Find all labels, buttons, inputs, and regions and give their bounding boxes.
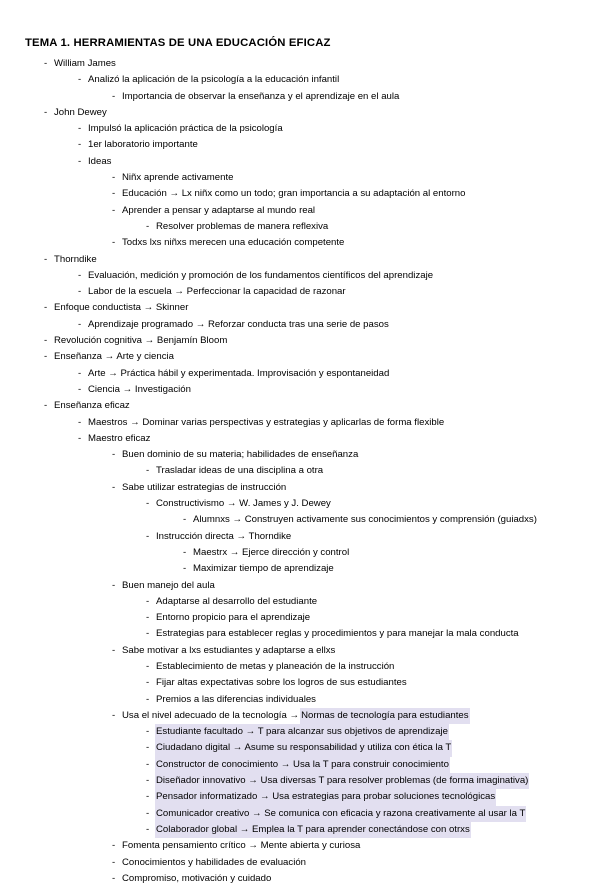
- bullet-icon: -: [146, 677, 150, 689]
- bullet-icon: -: [78, 269, 82, 281]
- outline-item-label: Fijar altas expectativas sobre los logros de sus estudiantes: [156, 677, 407, 689]
- outline-item-label: Thorndike: [54, 253, 97, 265]
- bullet-icon: -: [183, 546, 187, 558]
- outline-item-label: Trasladar ideas de una disciplina a otra: [156, 465, 324, 477]
- bullet-icon: -: [44, 253, 48, 265]
- outline-item: [0, 447, 600, 463]
- bullet-icon: -: [44, 58, 48, 69]
- outline-item: [0, 366, 600, 382]
- bullet-icon: -: [78, 416, 82, 428]
- bullet-icon: -: [112, 204, 116, 216]
- outline-item-label: Impulsó la aplicación práctica de la psicología: [88, 123, 283, 135]
- outline-item: [0, 56, 600, 72]
- outline-item-label: Maximizar tiempo de aprendizaje: [193, 563, 334, 575]
- bullet-icon: -: [78, 367, 82, 379]
- outline-item-label: Aprendizaje programado → Reforzar conducta tras una serie de pasos: [88, 318, 389, 330]
- bullet-icon: -: [78, 432, 82, 444]
- outline-item-label: Estudiante facultado → T para alcanzar sus objetivos de aprendizaje: [155, 724, 449, 740]
- outline-item-label: 1er laboratorio importante: [88, 139, 198, 151]
- bullet-icon: -: [112, 172, 116, 184]
- outline-item-label: Usa el nivel adecuado de la tecnología →: [122, 709, 300, 721]
- bullet-icon: -: [78, 286, 82, 298]
- outline-item: [0, 643, 600, 659]
- outline-item: [0, 626, 600, 642]
- outline-item: [0, 773, 600, 789]
- bullet-icon: -: [44, 106, 48, 118]
- bullet-icon: -: [146, 775, 150, 787]
- outline-item: [0, 121, 600, 137]
- outline-item-label: Analizó la aplicación de la psicología a la educación infantil: [88, 74, 340, 86]
- outline-item: [0, 561, 600, 577]
- outline-item-label: Importancia de observar la enseñanza y el aprendizaje en el aula: [122, 90, 400, 102]
- outline-item: [0, 545, 600, 561]
- outline-item-label: Constructivismo → W. James y J. Dewey: [156, 498, 331, 510]
- outline-item: [0, 757, 600, 773]
- bullet-icon: -: [78, 318, 82, 330]
- outline-item: [0, 822, 600, 838]
- outline-item: [0, 252, 600, 268]
- outline-item-label: Evaluación, medición y promoción de los fundamentos científicos del aprendizaje: [88, 269, 434, 281]
- outline-item: [0, 480, 600, 496]
- outline-item: [0, 89, 600, 105]
- bullet-icon: -: [44, 351, 48, 363]
- outline-item: [0, 431, 600, 447]
- outline-item: [0, 789, 600, 805]
- bullet-icon: -: [44, 335, 48, 347]
- outline-item-label: Buen dominio de su materia; habilidades de enseñanza: [122, 449, 359, 461]
- bullet-icon: -: [112, 237, 116, 249]
- bullet-icon: -: [78, 74, 82, 86]
- outline-item: [0, 382, 600, 398]
- outline-item: [0, 512, 600, 528]
- outline-item-label: Revolución cognitiva → Benjamín Bloom: [54, 335, 228, 347]
- outline-item: [0, 72, 600, 88]
- bullet-icon: -: [112, 449, 116, 461]
- outline-item-label: Colaborador global → Emplea la T para aprender conectándose con otrxs: [155, 822, 471, 838]
- outline-item-label: Niñx aprende activamente: [122, 172, 234, 184]
- outline-item-label: Establecimiento de metas y planeación de la instrucción: [156, 660, 395, 672]
- outline-item-label: Labor de la escuela → Perfeccionar la capacidad de razonar: [88, 286, 346, 298]
- bullet-icon: -: [112, 481, 116, 493]
- outline-item-label: Enseñanza → Arte y ciencia: [54, 351, 174, 363]
- bullet-icon: -: [146, 612, 150, 624]
- bullet-icon: -: [146, 220, 150, 232]
- bullet-icon: -: [112, 872, 116, 884]
- outline-item: [0, 349, 600, 365]
- outline-item-label: Ciudadano digital → Asume su responsabilidad y utiliza con ética la T: [155, 740, 452, 756]
- outline-item: [0, 398, 600, 414]
- outline-item-label: Sabe utilizar estrategias de instrucción: [122, 481, 287, 493]
- outline-item: [0, 529, 600, 545]
- outline-item-label: Ideas: [88, 155, 112, 167]
- bullet-icon: -: [112, 644, 116, 656]
- outline-item: [0, 300, 600, 316]
- bullet-icon: -: [78, 383, 82, 395]
- bullet-icon: -: [146, 726, 150, 738]
- page-title: TEMA 1. HERRAMIENTAS DE UNA EDUCACIÓN EFICAZ: [25, 37, 331, 49]
- bullet-icon: -: [146, 595, 150, 607]
- outline-item-label: Enfoque conductista → Skinner: [54, 302, 189, 314]
- outline-item-label: Maestros → Dominar varias perspectivas y estrategias y aplicarlas de forma flexible: [88, 416, 445, 428]
- outline-item: [0, 154, 600, 170]
- bullet-icon: -: [44, 302, 48, 314]
- outline-item: [0, 317, 600, 333]
- bullet-icon: -: [44, 400, 48, 412]
- outline-item: [0, 692, 600, 708]
- outline-item-label: Sabe motivar a lxs estudiantes y adaptarse a ellxs: [122, 644, 336, 656]
- outline-item-label: Maestrx → Ejerce dirección y control: [193, 546, 350, 558]
- outline-item: [0, 284, 600, 300]
- outline-item-label: Aprender a pensar y adaptarse al mundo real: [122, 204, 316, 216]
- outline-item: [0, 415, 600, 431]
- outline-item: [0, 186, 600, 202]
- outline-item-label: Estrategias para establecer reglas y procedimientos y para manejar la mala conducta: [156, 628, 519, 640]
- outline-item: [0, 675, 600, 691]
- outline-item: [0, 170, 600, 186]
- bullet-icon: -: [146, 742, 150, 754]
- outline-item-label: Adaptarse al desarrollo del estudiante: [156, 595, 318, 607]
- outline-item-label: Buen manejo del aula: [122, 579, 215, 591]
- outline-item: [0, 463, 600, 479]
- outline-item: [0, 268, 600, 284]
- outline-item: [0, 594, 600, 610]
- outline-item-label: Premios a las diferencias individuales: [156, 693, 316, 705]
- outline-item-label: Conocimientos y habilidades de evaluación: [122, 856, 306, 868]
- bullet-icon: -: [112, 856, 116, 868]
- bullet-icon: -: [78, 155, 82, 167]
- bullet-icon: -: [183, 563, 187, 575]
- outline-item-label: Entorno propicio para el aprendizaje: [156, 612, 311, 624]
- bullet-icon: -: [146, 498, 150, 510]
- outline-item: [0, 708, 600, 724]
- outline-item: [0, 806, 600, 822]
- outline-item: [0, 838, 600, 854]
- outline-item-label: Alumnxs → Construyen activamente sus conocimientos y comprensión (guiadxs): [193, 514, 537, 526]
- outline-item: [0, 203, 600, 219]
- bullet-icon: -: [146, 628, 150, 640]
- bullet-icon: -: [146, 807, 150, 819]
- outline-item: [0, 871, 600, 887]
- outline-item-label: William James: [54, 58, 116, 69]
- outline-item-highlighted-label: Normas de tecnología para estudiantes: [300, 708, 469, 724]
- outline-item-label: Ciencia → Investigación: [88, 383, 191, 395]
- bullet-icon: -: [112, 90, 116, 102]
- bullet-icon: -: [146, 465, 150, 477]
- bullet-icon: -: [146, 758, 150, 770]
- bullet-icon: -: [183, 514, 187, 526]
- outline-item-label: Resolver problemas de manera reflexiva: [156, 220, 329, 232]
- outline-item-label: Instrucción directa → Thorndike: [156, 530, 292, 542]
- outline-item: [0, 333, 600, 349]
- outline-item: [0, 219, 600, 235]
- outline-item: [0, 659, 600, 675]
- bullet-icon: -: [78, 139, 82, 151]
- outline-item: [0, 496, 600, 512]
- outline-item-label: Constructor de conocimiento → Usa la T para construir conocimiento: [155, 757, 450, 773]
- bullet-icon: -: [78, 123, 82, 135]
- outline-item: [0, 610, 600, 626]
- outline-item-label: Educación → Lx niñx como un todo; gran importancia a su adaptación al entorno: [122, 188, 466, 200]
- outline-item-label: Todxs lxs niñxs merecen una educación competente: [122, 237, 345, 249]
- bullet-icon: -: [146, 823, 150, 835]
- outline-item: [0, 105, 600, 121]
- outline-item: [0, 855, 600, 871]
- bullet-icon: -: [146, 660, 150, 672]
- outline-item-label: John Dewey: [54, 106, 107, 118]
- outline-list: [0, 56, 600, 887]
- outline-item-label: Maestro eficaz: [88, 432, 151, 444]
- bullet-icon: -: [112, 709, 116, 721]
- outline-item: [0, 578, 600, 594]
- outline-item-label: Pensador informatizado → Usa estrategias para probar soluciones tecnológicas: [155, 789, 496, 805]
- outline-item-label: Fomenta pensamiento crítico → Mente abierta y curiosa: [122, 840, 361, 852]
- outline-item-label: Comunicador creativo → Se comunica con eficacia y razona creativamente al usar la T: [155, 806, 526, 822]
- bullet-icon: -: [112, 188, 116, 200]
- outline-item: [0, 724, 600, 740]
- outline-item-label: Enseñanza eficaz: [54, 400, 130, 412]
- outline-item: [0, 740, 600, 756]
- bullet-icon: -: [112, 579, 116, 591]
- bullet-icon: -: [112, 840, 116, 852]
- outline-item-label: Arte → Práctica hábil y experimentada. Improvisación y espontaneidad: [88, 367, 390, 379]
- outline-item: [0, 137, 600, 153]
- bullet-icon: -: [146, 791, 150, 803]
- outline-item-label: Compromiso, motivación y cuidado: [122, 872, 272, 884]
- outline-item: [0, 235, 600, 251]
- bullet-icon: -: [146, 693, 150, 705]
- outline-item-label: Diseñador innovativo → Usa diversas T para resolver problemas (de forma imaginativa): [155, 773, 529, 789]
- bullet-icon: -: [146, 530, 150, 542]
